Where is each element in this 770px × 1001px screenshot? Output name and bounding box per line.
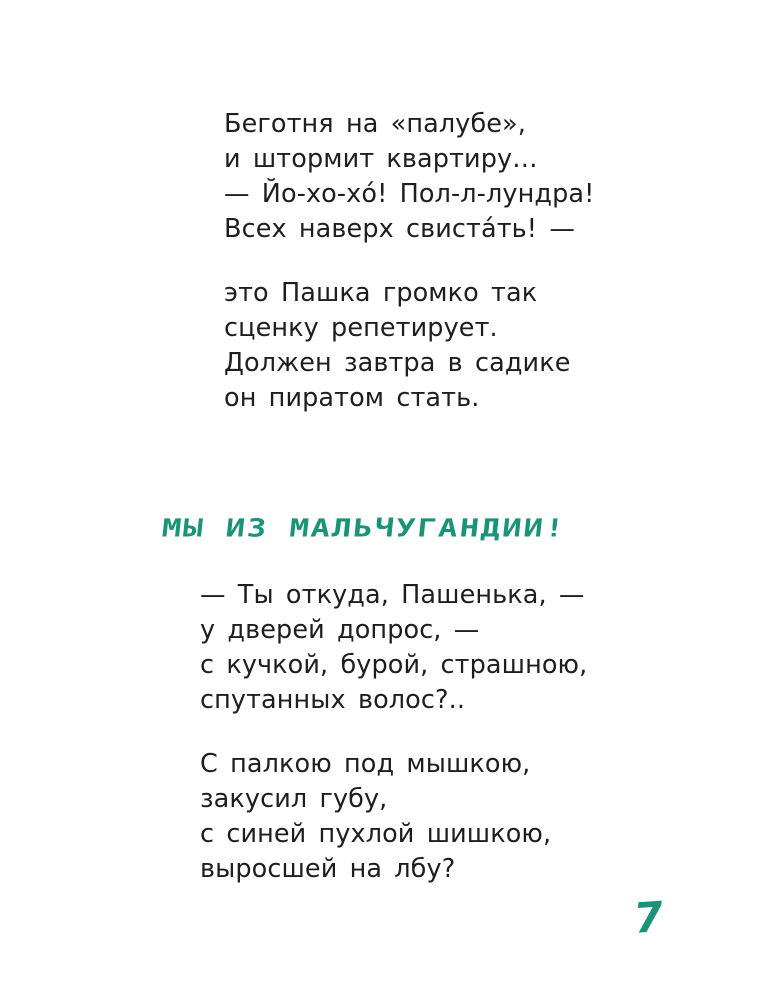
verse-line: Должен завтра в садике	[224, 348, 571, 378]
verse-line: — Ты откуда, Пашенька, —	[200, 580, 585, 610]
verse-line: он пиратом стать.	[224, 383, 480, 413]
verse-line: у дверей допрос, —	[200, 615, 480, 645]
verse-line: с синей пухлой шишкою,	[200, 819, 552, 849]
poem-1-stanza-1	[224, 107, 594, 247]
poem-2-stanza-2	[200, 747, 551, 887]
poem-2-stanza-1	[200, 578, 587, 718]
page-number: 7	[631, 892, 667, 943]
poem-1-stanza-2	[224, 276, 571, 416]
verse-line: сценку репетирует.	[224, 313, 498, 343]
verse-line: закусил губу,	[200, 784, 388, 814]
verse-line: — Йо-хо-хо́! Пол-л-лундра!	[224, 179, 595, 209]
verse-line: спутанных волос?..	[200, 685, 466, 715]
verse-line: это Пашка громко так	[224, 278, 538, 308]
verse-line: С палкою под мышкою,	[200, 749, 531, 779]
verse-line: с кучкой, бурой, страшною,	[200, 650, 588, 680]
verse-line: выросшей на лбу?	[200, 854, 456, 884]
verse-line: и штормит квартиру…	[224, 144, 538, 174]
poem-title: МЫ ИЗ МАЛЬЧУГАНДИИ!	[160, 513, 568, 543]
verse-line: Беготня на «палубе»,	[224, 109, 526, 139]
verse-line: Всех наверх свиста́ть! —	[224, 214, 575, 244]
